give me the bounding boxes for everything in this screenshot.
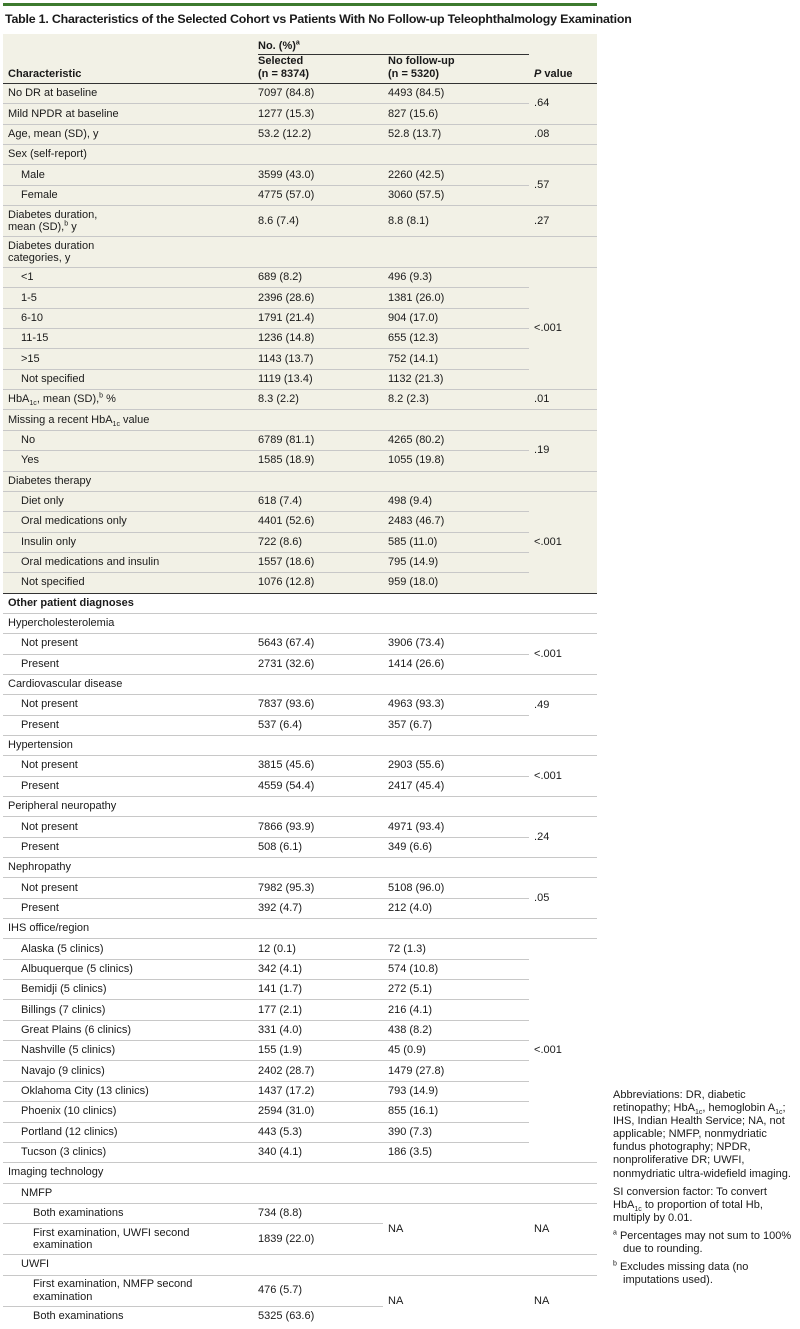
header-characteristic: Characteristic bbox=[3, 55, 253, 84]
p-value: .49 bbox=[529, 695, 597, 736]
table-row: Navajo (9 clinics) 2402 (28.7) 1479 (27.8) bbox=[3, 1061, 597, 1081]
table-container bbox=[3, 3, 632, 1326]
table-row: 1-5 2396 (28.6) 1381 (26.0) bbox=[3, 288, 597, 308]
footnote-b: $^b$ Excludes missing data (no imputations used). bbox=[613, 1260, 749, 1287]
table-row: Alaska (5 clinics) 12 (0.1) 72 (1.3) <.001 bbox=[3, 939, 597, 959]
table-row: 6-10 1791 (21.4) 904 (17.0) bbox=[3, 308, 597, 328]
header-p-value: P value bbox=[529, 55, 597, 84]
table-row: Tucson (3 clinics) 340 (4.1) 186 (3.5) bbox=[3, 1142, 597, 1162]
group-header: No. (%)$^a$ bbox=[253, 34, 529, 55]
table-row: Not specified 1119 (13.4) 1132 (21.3) bbox=[3, 369, 597, 389]
table-row: First examination, UWFI second examination 1839 (22.0) bbox=[3, 1224, 597, 1255]
p-value: .57 bbox=[529, 165, 597, 206]
table-row: Insulin only 722 (8.6) 585 (11.0) bbox=[3, 532, 597, 552]
table-row: Diet only 618 (7.4) 498 (9.4) <.001 bbox=[3, 491, 597, 511]
table-row: Oklahoma City (13 clinics) 1437 (17.2) 793 (14.9) bbox=[3, 1081, 597, 1101]
table-row: Portland (12 clinics) 443 (5.3) 390 (7.3) bbox=[3, 1122, 597, 1142]
table-row: Imaging technology bbox=[3, 1163, 597, 1183]
table-row: Both examinations 734 (8.8) NA NA bbox=[3, 1203, 597, 1223]
table-row: Not present 7866 (93.9) 4971 (93.4) .24 bbox=[3, 817, 597, 837]
table-row: Both examinations 5325 (63.6) bbox=[3, 1306, 597, 1326]
table-row: HbA$_{1c}$, mean (SD),$^b$ % 8.3 (2.2) 8.2 (2.3) .01 bbox=[3, 390, 597, 410]
p-value: .05 bbox=[529, 878, 597, 919]
table-row: Yes 1585 (18.9) 1055 (19.8) bbox=[3, 451, 597, 471]
characteristics-table bbox=[3, 34, 597, 1326]
table-row: Nephropathy bbox=[3, 858, 597, 878]
table-row: No 6789 (81.1) 4265 (80.2) .19 bbox=[3, 430, 597, 450]
table-row: Present 2731 (32.6) 1414 (26.6) bbox=[3, 654, 597, 674]
table-row: Present 508 (6.1) 349 (6.6) bbox=[3, 837, 597, 857]
table-row: IHS office/region bbox=[3, 919, 597, 939]
table-row: Hypercholesterolemia bbox=[3, 613, 597, 633]
p-value: .08 bbox=[529, 124, 597, 144]
p-value: <.001 bbox=[529, 491, 597, 593]
table-row: Not present 5643 (67.4) 3906 (73.4) <.001 bbox=[3, 634, 597, 654]
na-value: NA bbox=[383, 1203, 529, 1254]
table-row: Mild NPDR at baseline 1277 (15.3) 827 (15.6) bbox=[3, 104, 597, 124]
table-row: Oral medications only 4401 (52.6) 2483 (46.7) bbox=[3, 512, 597, 532]
table-row: Not present 7837 (93.6) 4963 (93.3) .49 bbox=[3, 695, 597, 715]
table-row: Albuquerque (5 clinics) 342 (4.1) 574 (10.8) bbox=[3, 959, 597, 979]
table-row: Sex (self-report) bbox=[3, 145, 597, 165]
p-value: .64 bbox=[529, 84, 597, 125]
si-conversion-note: SI conversion factor: To convert HbA$_{1c}$ to proportion of total Hb, multiply by 0.01. bbox=[613, 1185, 767, 1224]
header-selected: Selected (n = 8374) bbox=[253, 55, 383, 84]
table-row: First examination, NMFP second examination 476 (5.7) NA NA bbox=[3, 1275, 597, 1306]
table-row: <1 689 (8.2) 496 (9.3) <.001 bbox=[3, 268, 597, 288]
p-value: <.001 bbox=[529, 634, 597, 675]
footnote-a: $^a$ Percentages may not sum to 100% due to rounding. bbox=[613, 1229, 792, 1256]
table-row: Present 392 (4.7) 212 (4.0) bbox=[3, 898, 597, 918]
p-value: .24 bbox=[529, 817, 597, 858]
p-value: NA bbox=[529, 1275, 597, 1326]
table-row: Cardiovascular disease bbox=[3, 674, 597, 694]
table-row: Missing a recent HbA$_{1c}$ value bbox=[3, 410, 597, 430]
table-row: Bemidji (5 clinics) 141 (1.7) 272 (5.1) bbox=[3, 980, 597, 1000]
table-row: Oral medications and insulin 1557 (18.6) 795 (14.9) bbox=[3, 552, 597, 572]
table-row: Present 537 (6.4) 357 (6.7) bbox=[3, 715, 597, 735]
table-row: UWFI bbox=[3, 1255, 597, 1275]
p-value: <.001 bbox=[529, 268, 597, 390]
section-header: Other patient diagnoses bbox=[3, 593, 597, 613]
table-row: Great Plains (6 clinics) 331 (4.0) 438 (8.2) bbox=[3, 1020, 597, 1040]
p-value: <.001 bbox=[529, 939, 597, 1163]
table-row: Age, mean (SD), y 53.2 (12.2) 52.8 (13.7) .08 bbox=[3, 124, 597, 144]
table-row: >15 1143 (13.7) 752 (14.1) bbox=[3, 349, 597, 369]
table-row: NMFP bbox=[3, 1183, 597, 1203]
table-row: Billings (7 clinics) 177 (2.1) 216 (4.1) bbox=[3, 1000, 597, 1020]
footnotes bbox=[613, 1089, 795, 1292]
na-value: NA bbox=[383, 1275, 529, 1326]
table-row: Peripheral neuropathy bbox=[3, 797, 597, 817]
header-no-follow-up: No follow-up (n = 5320) bbox=[383, 55, 529, 84]
p-value: .01 bbox=[529, 390, 597, 410]
table-row: Not specified 1076 (12.8) 959 (18.0) bbox=[3, 573, 597, 593]
table-row: Diabetes therapy bbox=[3, 471, 597, 491]
table-row: Male 3599 (43.0) 2260 (42.5) .57 bbox=[3, 165, 597, 185]
p-value: .19 bbox=[529, 430, 597, 471]
table-row: Diabetes duration, mean (SD),$^b$ y 8.6 (7.4) 8.8 (8.1) .27 bbox=[3, 206, 597, 237]
table-row: No DR at baseline 7097 (84.8) 4493 (84.5) .64 bbox=[3, 84, 597, 104]
p-value: <.001 bbox=[529, 756, 597, 797]
table-row: Not present 7982 (95.3) 5108 (96.0) .05 bbox=[3, 878, 597, 898]
table-row: Hypertension bbox=[3, 735, 597, 755]
p-value: NA bbox=[529, 1203, 597, 1254]
table-row: Nashville (5 clinics) 155 (1.9) 45 (0.9) bbox=[3, 1041, 597, 1061]
table-title: Table 1. Characteristics of the Selected Cohort vs Patients With No Follow-up Teleophthalmology Examination bbox=[5, 12, 632, 26]
table-row: Not present 3815 (45.6) 2903 (55.6) <.001 bbox=[3, 756, 597, 776]
table-row: Present 4559 (54.4) 2417 (45.4) bbox=[3, 776, 597, 796]
abbreviations-note: Abbreviations: DR, diabetic retinopathy; HbA$_{1c}$, hemoglobin $A_{1c}$; IHS, Indian Health Service; NA, not applicable; NMFP, nonmydriatic fundus photography; NPDR, nonproliferative DR; UWFI, nonmydriatic ultra-widefield imaging. bbox=[613, 1089, 791, 1180]
table-row: Female 4775 (57.0) 3060 (57.5) bbox=[3, 185, 597, 205]
table-row: 11-15 1236 (14.8) 655 (12.3) bbox=[3, 329, 597, 349]
p-value: .27 bbox=[529, 206, 597, 237]
table-row: Phoenix (10 clinics) 2594 (31.0) 855 (16.1) bbox=[3, 1102, 597, 1122]
table-row: Diabetes duration categories, y bbox=[3, 237, 597, 268]
